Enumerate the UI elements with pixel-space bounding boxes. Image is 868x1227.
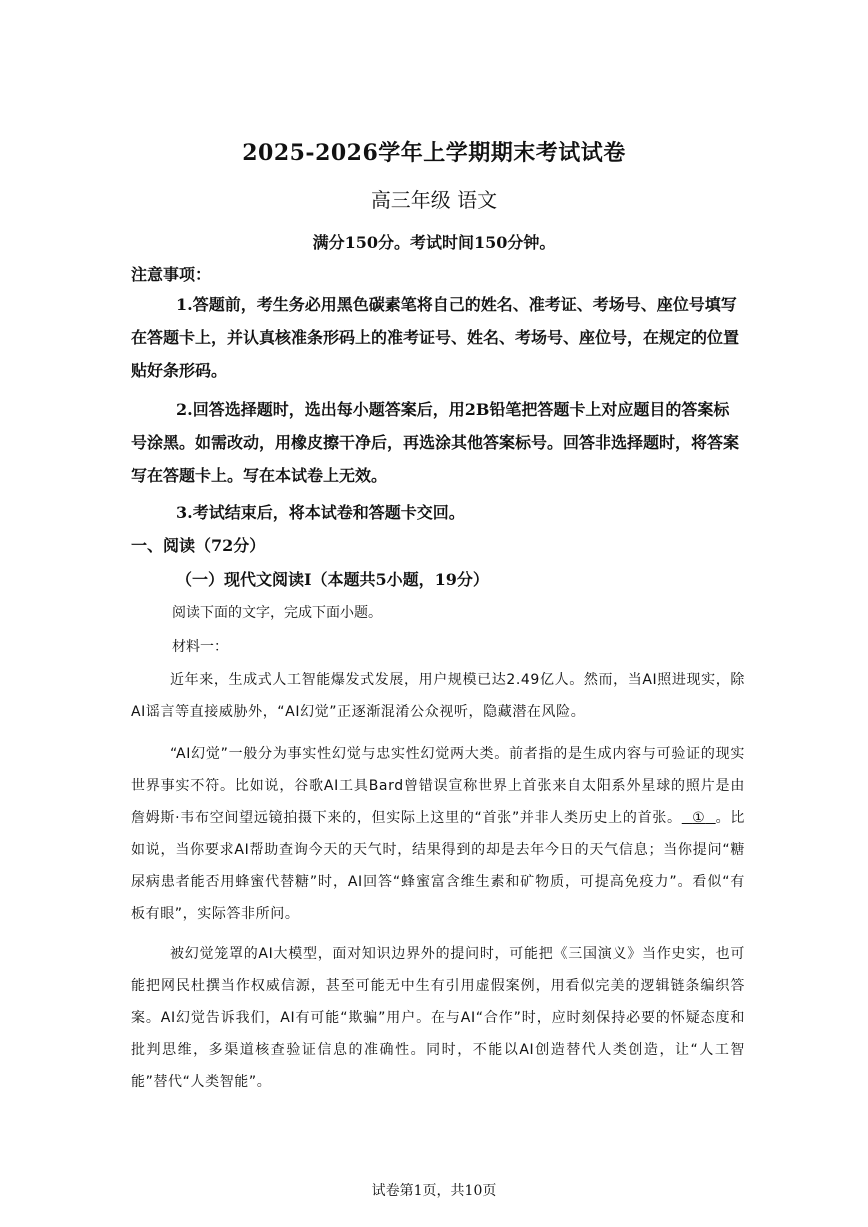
fill-blank-1-label: ① (692, 810, 706, 826)
page-subtitle: 高三年级 语文 (370, 188, 498, 212)
fill-blank-1 (682, 810, 716, 826)
score-time-line: 满分150分。考试时间150分钟。 (312, 233, 556, 252)
paragraph-2-part-1: “AI幻觉”一般分为事实性幻觉与忠实性幻觉两大类。前者指的是生成内容与可验证的现实世界事实不符。比如说，谷歌AI工具Bard曾错误宣称世界上首张来自太阳系外星球的照片是由詹姆斯·韦布空间望远镜拍摄下来的，但实际上这里的“首张”并非人类历史上的首张。 (131, 746, 745, 826)
notice-item-1: 1.答题前，考生务必用黑色碳素笔将自己的姓名、准考证、考场号、座位号填写在答题卡上，并认真核准条形码上的准考证号、姓名、考场号、座位号，在规定的位置贴好条形码。 (131, 295, 740, 380)
paragraph-2 (131, 738, 745, 930)
page-title: 2025-2026学年上学期期末考试试卷 (242, 140, 626, 166)
paragraph-1: 近年来，生成式人工智能爆发式发展，用户规模已达2.49亿人。然而，当AI照进现实，除AI谣言等直接威胁外，“AI幻觉”正逐渐混淆公众视听，隐藏潜在风险。 (131, 672, 745, 720)
notice-item-2: 2.回答选择题时，选出每小题答案后，用2B铅笔把答题卡上对应题目的答案标号涂黑。如需改动，用橡皮擦干净后，再选涂其他答案标号。回答非选择题时，将答案写在答题卡上。写在本试卷上无效。 (131, 400, 740, 485)
page-footer: 试卷第1页，共10页 (371, 1183, 497, 1199)
notice-item-3: 3.考试结束后，将本试卷和答题卡交回。 (176, 503, 465, 522)
reading-instruction: 阅读下面的文字，完成下面小题。 (172, 605, 382, 621)
paragraph-2-part-2: 。比如说，当你要求AI帮助查询今天的天气时，结果得到的却是去年今日的天气信息；当你提问“糖尿病患者能否用蜂蜜代替糖”时，AI回答“蜂蜜富含维生素和矿物质，可提高免疫力”。看似“有板有眼”，实际答非所问。 (131, 810, 745, 922)
notice-heading: 注意事项： (131, 265, 212, 284)
paragraph-3: 被幻觉笼罩的AI大模型，面对知识边界外的提问时，可能把《三国演义》当作史实，也可能把网民杜撰当作权威信源，甚至可能无中生有引用虚假案例，用看似完美的逻辑链条编织答案。AI幻觉告诉我们，AI有可能“欺骗”用户。在与AI“合作”时，应时刻保持必要的怀疑态度和批判思维，多渠道核查验证信息的准确性。同时，不能以AI创造替代人类创造，让“人工智能”替代“人类智能”。 (131, 946, 745, 1090)
subsection-heading: （一）现代文阅读I（本题共5小题，19分） (176, 570, 489, 589)
section-heading: 一、阅读（72分） (131, 536, 266, 555)
material-label: 材料一： (172, 639, 228, 655)
